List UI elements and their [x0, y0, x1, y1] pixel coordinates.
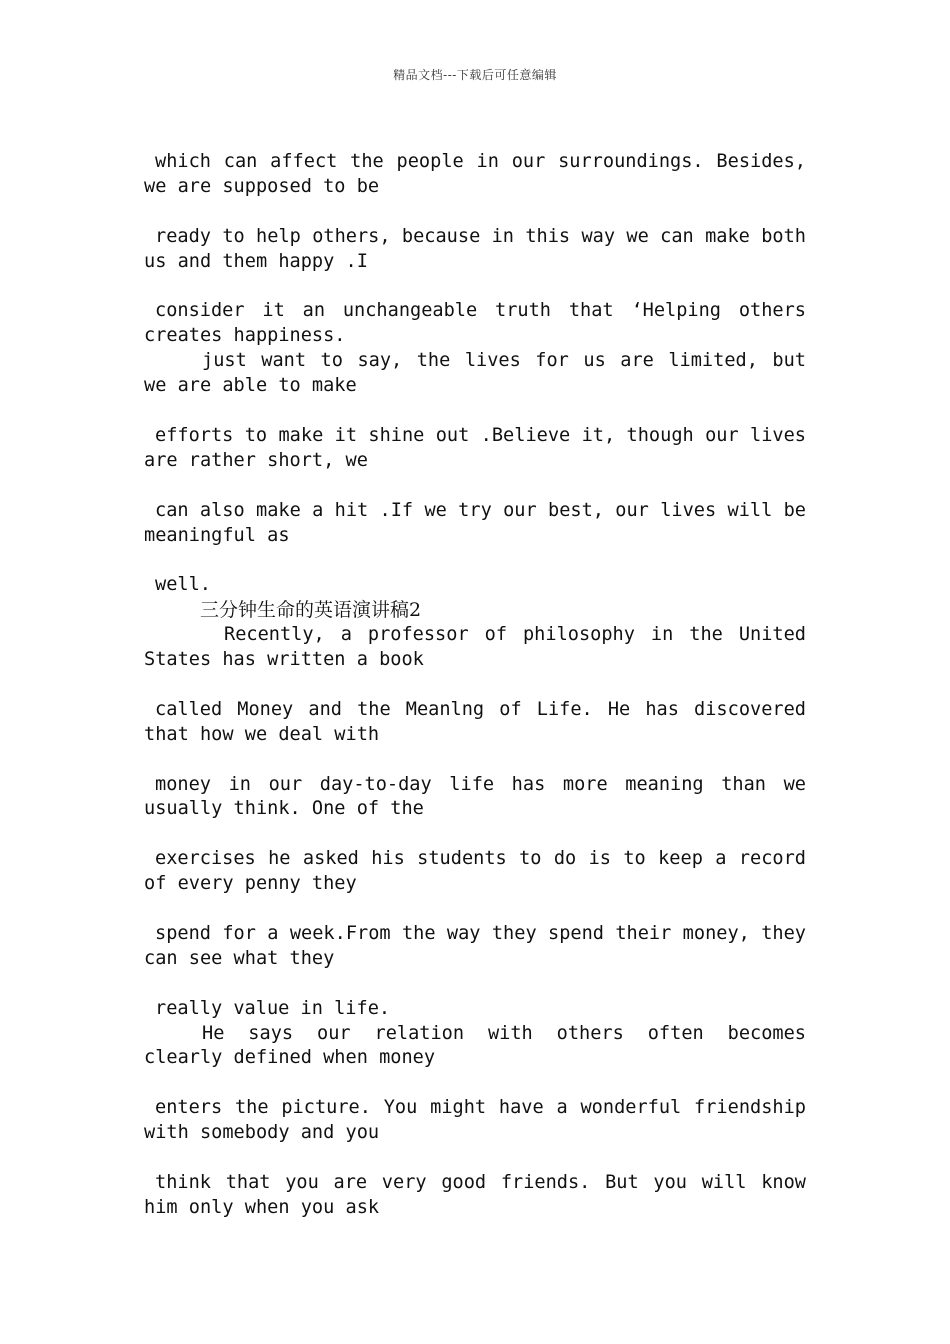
paragraph: which can affect the people in our surroundings. Besides, we are supposed to be — [144, 151, 806, 197]
paragraph: consider it an unchangeable truth that ‘Helping others creates happiness. — [144, 300, 806, 347]
paragraph: Recently, a professor of philosophy in the United States has written a book — [144, 624, 806, 671]
paragraph: think that you are very good friends. But you will know him only when you ask — [144, 1171, 806, 1218]
paragraph: can also make a hit .If we try our best, our lives will be meaningful as — [144, 499, 806, 546]
section-heading: 三分钟生命的英语演讲稿2 — [200, 599, 422, 622]
page-header: 精品文档---下载后可任意编辑 — [393, 68, 557, 82]
paragraph: ready to help others, because in this way we can make both us and them happy .I — [144, 225, 806, 272]
paragraph: money in our day-to-day life has more meaning than we usually think. One of the — [144, 773, 806, 820]
paragraph: He says our relation with others often becomes clearly defined when money — [144, 1022, 806, 1069]
document-body — [144, 150, 806, 1221]
paragraph: well. — [155, 574, 211, 596]
paragraph: enters the picture. You might have a wonderful friendship with somebody and you — [144, 1097, 806, 1144]
paragraph: called Money and the Meanlng of Life. He has discovered that how we deal with — [144, 698, 806, 745]
paragraph: really value in life. — [155, 997, 391, 1019]
paragraph: spend for a week.From the way they spend their money, they can see what they — [144, 922, 806, 969]
paragraph: just want to say, the lives for us are limited, but we are able to make — [144, 350, 806, 397]
paragraph: exercises he asked his students to do is to keep a record of every penny they — [144, 848, 806, 895]
paragraph: efforts to make it shine out .Believe it, though our lives are rather short, we — [144, 424, 806, 471]
